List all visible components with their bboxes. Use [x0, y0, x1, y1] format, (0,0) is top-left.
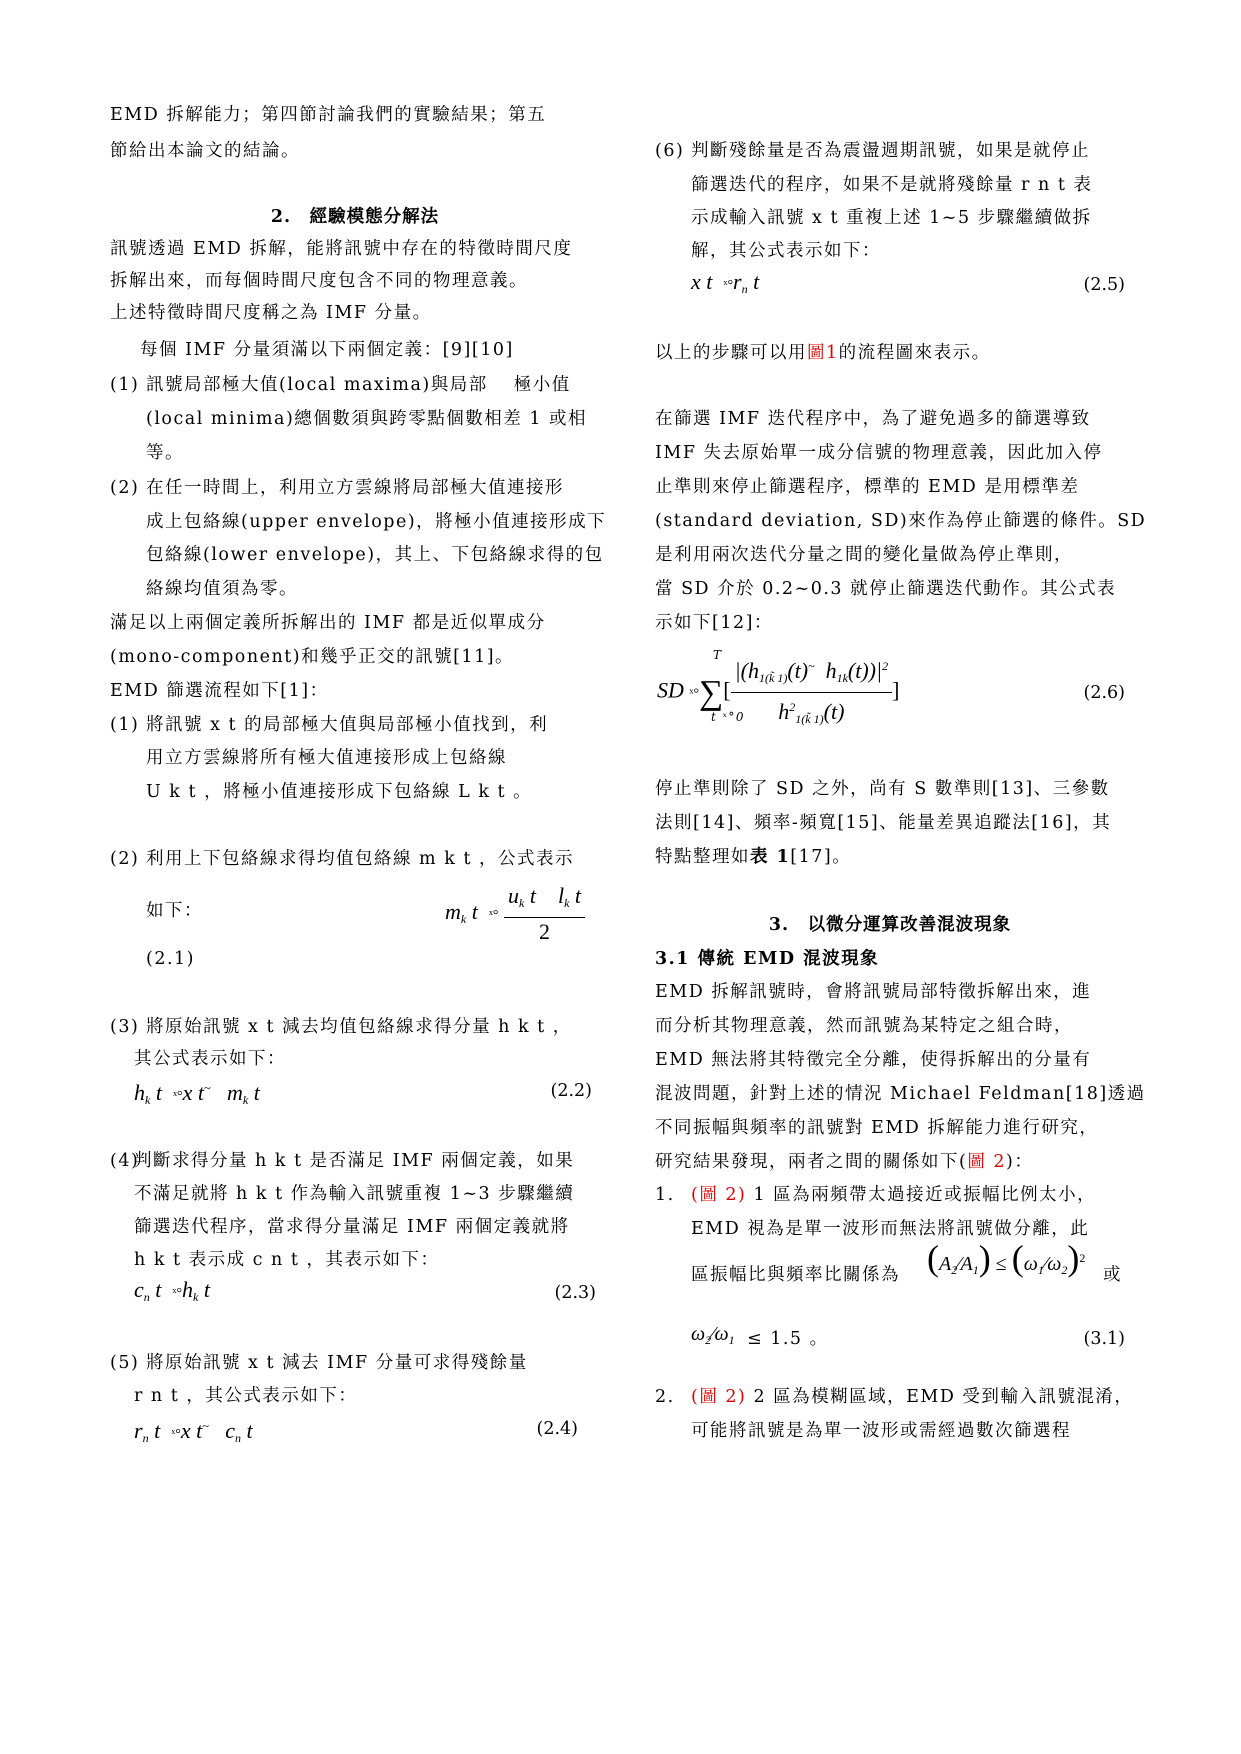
- eq-3-1-tail: ≤ 1.5 。: [747, 1329, 829, 1349]
- p31-line-4: 混波問題，針對上述的情況 Michael Feldman[18]透過: [655, 1084, 1146, 1104]
- step5-line-1: 將原始訊號 x t 減去 IMF 分量可求得殘餘量: [146, 1353, 528, 1373]
- step6-line-3: 示成輸入訊號 x t 重複上述 1~5 步驟繼續做拆: [691, 208, 1092, 228]
- sd-line-6: 當 SD 介於 0.2~0.3 就停止篩選迭代動作。其公式表: [655, 579, 1117, 599]
- def1-line-3: 等。: [146, 443, 184, 463]
- step6-number: (6): [655, 141, 685, 161]
- p3-line-1: 滿足以上兩個定義所拆解出的 IMF 都是近似單成分: [110, 613, 546, 633]
- def1-line-1: 訊號局部極大值(local maxima)與局部 極小值: [146, 375, 571, 395]
- eq-2-3-label: (2.3): [554, 1283, 596, 1303]
- sd-line-4: (standard deviation, SD)來作為停止篩選的條件。SD: [655, 511, 1147, 531]
- p4-line: EMD 篩選流程如下[1]：: [110, 681, 329, 701]
- item2-figure-ref[interactable]: (圖 2): [691, 1387, 747, 1407]
- item1-text-1: 1 區為兩頻帶太過接近或振幅比例太小，: [753, 1185, 1097, 1205]
- eq-2-6-label: (2.6): [1083, 683, 1125, 703]
- step6-line-4: 解，其公式表示如下：: [691, 241, 881, 261]
- flow-sentence: [655, 340, 991, 366]
- eq-2-4-label: (2.4): [536, 1419, 578, 1439]
- step3-line-2: 其公式表示如下：: [134, 1049, 286, 1069]
- sum-lower-limit: t ˣ°0: [711, 710, 746, 724]
- eq-2-1-label: (2.1): [146, 949, 195, 969]
- intro-line-2: 節給出本論文的結論。: [110, 141, 300, 161]
- step5-line-2: r n t ，其公式表示如下：: [134, 1386, 358, 1406]
- step3-number: (3): [110, 1017, 140, 1037]
- p31-line-3: EMD 無法將其特徵完全分離，使得拆解出的分量有: [655, 1050, 1092, 1070]
- p1-line-1: 訊號透過 EMD 拆解，能將訊號中存在的特徵時間尺度: [110, 239, 573, 259]
- step5-number: (5): [110, 1353, 140, 1373]
- step1-line-1: 將訊號 x t 的局部極大值與局部極小值找到，利: [146, 715, 549, 735]
- step1-number: (1): [110, 715, 140, 735]
- step1-line-3: U k t ，將極小值連接形成下包絡線 L k t 。: [146, 782, 533, 802]
- formula-2-1: $m_k$ t ˣ° $\frac{u_k t l_k t}{2}$: [445, 882, 585, 946]
- step4-line-2: 不滿足就將 h k t 作為輸入訊號重複 1~3 步驟繼續: [134, 1184, 575, 1204]
- section-2-title: 2. 經驗模態分解法: [270, 207, 440, 227]
- flow-text-post: 的流程圖來表示。: [838, 343, 991, 363]
- step2-line-1: 利用上下包絡線求得均值包絡線 m k t ，公式表示: [146, 849, 574, 869]
- section-3-1-title: 3.1 傳統 EMD 混波現象: [655, 949, 880, 969]
- eq-3-1-label: (3.1): [1083, 1329, 1125, 1349]
- sum-upper-limit: T: [713, 648, 723, 662]
- step1-line-2: 用立方雲線將所有極大值連接形成上包絡線: [146, 748, 507, 768]
- eq-2-5-label: (2.5): [1083, 275, 1125, 295]
- formula-2-4: $r_n$ t ˣ°x t~ $c_n$ t: [134, 1418, 253, 1445]
- item2-number: 2.: [655, 1387, 675, 1407]
- formula-2-3: $c_n$ t $ˣ^\circ h_k$ t: [134, 1277, 210, 1304]
- item2-line-2: 可能將訊號是為單一波形或需經過數次篩選程: [691, 1421, 1071, 1441]
- p3-line-2: (mono-component)和幾乎正交的訊號[11]。: [110, 647, 515, 667]
- step4-line-3: 篩選迭代程序，當求得分量滿足 IMF 兩個定義就將: [134, 1217, 570, 1237]
- formula-2-6: SD ˣ°∑[ $\frac{|(h_{1(k̃ 1)}(t)^\sim h_{1k}(t))|^2}{h^2_{1(k̃ 1)}(t)}$ ]: [657, 652, 899, 733]
- flow-text-pre: 以上的步驟可以用: [655, 343, 807, 363]
- figure-2-ref[interactable]: 圖 2: [967, 1152, 1007, 1172]
- step6-line-2: 篩選迭代的程序，如果不是就將殘餘量 r n t 表: [691, 175, 1093, 195]
- section-3-title: 3. 以微分運算改善混波現象: [768, 915, 1012, 935]
- def2-line-1: 在任一時間上，利用立方雲線將局部極大值連接形: [146, 478, 564, 498]
- item1-line-3: 區振幅比與頻率比關係為: [691, 1265, 900, 1285]
- p31-line-6: [655, 1149, 1033, 1175]
- sd-line-5: 是利用兩次迭代分量之間的變化量做為停止準則，: [655, 545, 1073, 565]
- stop-text-post: [17]。: [790, 847, 852, 867]
- formula-3-1-ratio: $(A_2⁄A_1)$ ≤ $(\omega_1⁄\omega_2)^2$: [927, 1238, 1086, 1278]
- def2-line-2: 成上包絡線(upper envelope)，將極小值連接形成下: [146, 512, 607, 532]
- step2-number: (2): [110, 849, 140, 869]
- p31-text-pre: 研究結果發現，兩者之間的關係如下(: [655, 1152, 968, 1172]
- p31-line-5: 不同振幅與頻率的訊號對 EMD 拆解能力進行研究，: [655, 1118, 1099, 1138]
- item1-figure-ref[interactable]: (圖 2): [691, 1185, 747, 1205]
- p31-line-1: EMD 拆解訊號時，會將訊號局部特徵拆解出來，進: [655, 982, 1092, 1002]
- p31-line-2: 而分析其物理意義，然而訊號為某特定之組合時，: [655, 1016, 1073, 1036]
- step4-line-4: h k t 表示成 c n t ，其表示如下：: [134, 1250, 440, 1270]
- step2-line-2: 如下：: [146, 901, 203, 921]
- sd-line-2: IMF 失去原始單一成分信號的物理意義，因此加入停: [655, 443, 1103, 463]
- sd-line-3: 止準則來停止篩選程序，標準的 EMD 是用標準差: [655, 477, 1080, 497]
- step6-line-1: 判斷殘餘量是否為震盪週期訊號，如果是就停止: [691, 141, 1090, 161]
- item1-number: 1.: [655, 1185, 675, 1205]
- item1-or: 或: [1103, 1265, 1122, 1285]
- def2-number: (2): [110, 478, 140, 498]
- stop-line-2: 法則[14]、頻率-頻寬[15]、能量差異追蹤法[16]，其: [655, 813, 1112, 833]
- p2-line: 每個 IMF 分量須滿以下兩個定義：[9][10]: [140, 340, 514, 360]
- formula-3-1-freq: $\omega_2⁄\omega_1$: [691, 1323, 735, 1347]
- stop-line-1: 停止準則除了 SD 之外，尚有 S 數準則[13]、三參數: [655, 779, 1110, 799]
- def1-number: (1): [110, 375, 140, 395]
- item1-line-1: [691, 1182, 1096, 1208]
- p1-line-2: 拆解出來，而每個時間尺度包含不同的物理意義。: [110, 271, 528, 291]
- stop-line-3: [655, 844, 851, 870]
- step4-line-1: 判斷求得分量 h k t 是否滿足 IMF 兩個定義，如果: [134, 1151, 575, 1171]
- stop-text-pre: 特點整理如: [655, 847, 750, 867]
- intro-line-1: EMD 拆解能力；第四節討論我們的實驗結果；第五: [110, 105, 547, 125]
- figure-1-ref[interactable]: 圖1: [807, 343, 839, 363]
- step3-line-1: 將原始訊號 x t 減去均值包絡線求得分量 h k t ，: [146, 1017, 572, 1037]
- formula-2-2: $h_k$ t ˣ°x t~ $m_k$ t: [134, 1080, 260, 1107]
- sd-line-7: 示如下[12]：: [655, 613, 773, 633]
- def1-line-2: (local minima)總個數須與跨零點個數相差 1 或相: [146, 409, 588, 429]
- p1-line-3: 上述特徵時間尺度稱之為 IMF 分量。: [110, 303, 432, 323]
- table-1-ref[interactable]: 表 1: [750, 847, 791, 867]
- def2-line-4: 絡線均值須為零。: [146, 579, 298, 599]
- item1-line-2: EMD 視為是單一波形而無法將訊號做分離，此: [691, 1219, 1090, 1239]
- item2-line-1: [691, 1384, 1133, 1410]
- p31-text-post: )：: [1006, 1152, 1034, 1172]
- sd-line-1: 在篩選 IMF 迭代程序中，為了避免過多的篩選導致: [655, 409, 1091, 429]
- item2-text-1: 2 區為模糊區域，EMD 受到輸入訊號混淆，: [753, 1387, 1134, 1407]
- formula-2-5: x t $ˣ^\circ r_n$ t: [691, 269, 760, 296]
- step4-number: (4): [110, 1151, 140, 1171]
- def2-line-3: 包絡線(lower envelope)，其上、下包絡線求得的包: [146, 545, 604, 565]
- eq-2-2-label: (2.2): [550, 1081, 592, 1101]
